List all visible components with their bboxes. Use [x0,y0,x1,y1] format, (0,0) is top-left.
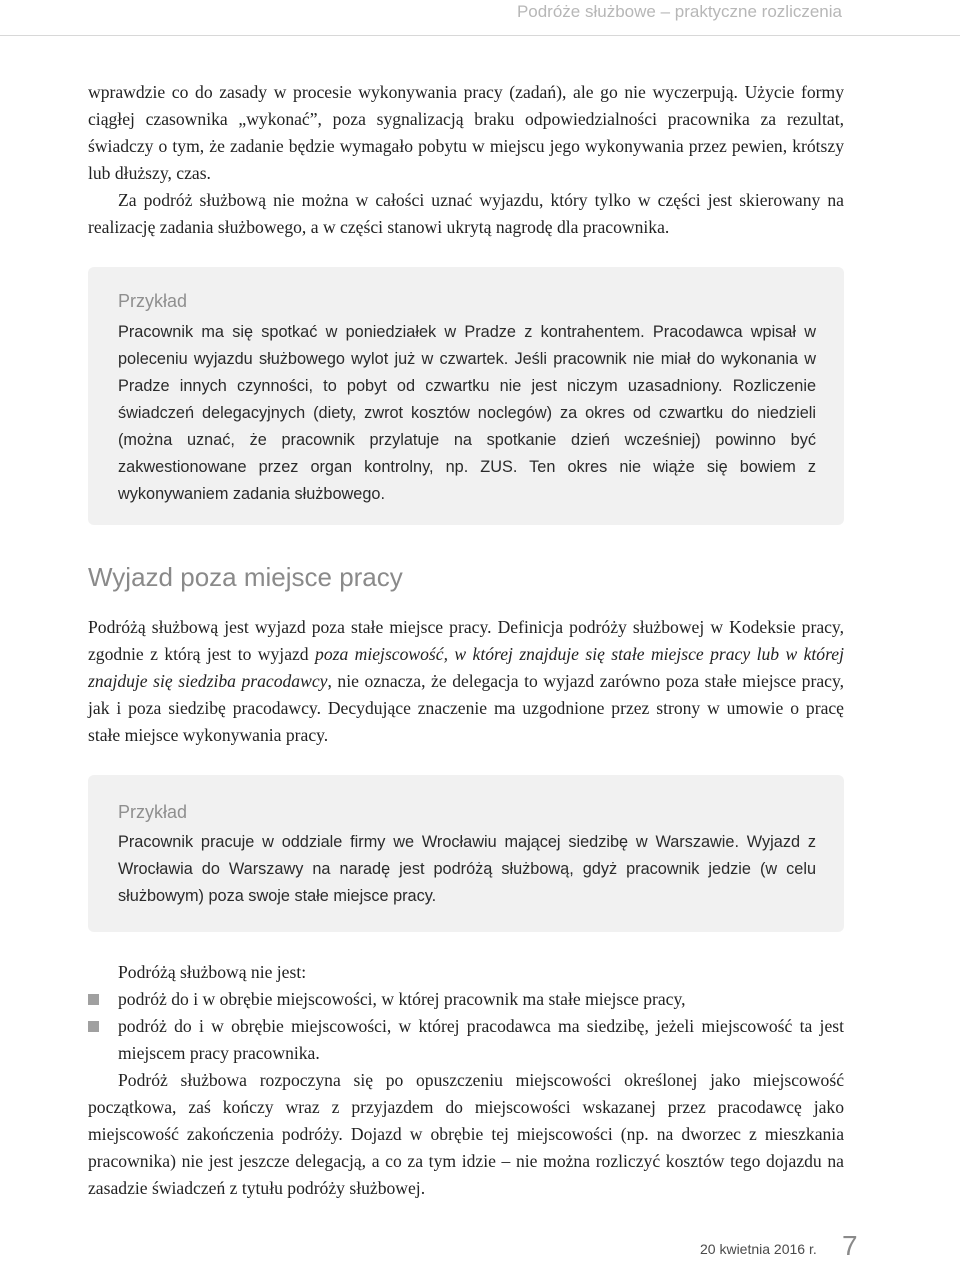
example-box-2 [88,775,844,932]
list-intro: Podróżą służbową nie jest: [118,962,307,982]
section-heading: Wyjazd poza miejsce pracy [88,562,403,592]
body-paragraph-1: wprawdzie co do zasady w procesie wykonywania pracy (zadań), ale go nie wyczerpują. Użycie formy ciągłej czasownika „wykonać”, poza sygnalizacją braku odpowiedzialności pracownika za rezultat, świadczy o tym, że zadanie będzie wymagało pobytu w miejscu jego wykonywania przez pewien, krótszy lub dłuższy, czas. [88,82,844,183]
body-paragraph-3 [88,614,844,749]
list-item [88,986,844,1013]
list-item-text: podróż do i w obrębie miejscowości, w której pracownik ma stałe miejsce pracy, [118,989,686,1009]
square-bullet-icon [88,1021,99,1032]
paragraph-3-text-end: , nie oznacza, że delegacja to wyjazd zarówno poza stałe miejsce pracy, jak i poza siedzibę pracodawcy. Decydujące znaczenie ma uzgodnione przez strony w umowie o pracę stałe miejsce wykonywania pracy. [88,671,844,745]
square-bullet-icon [88,994,99,1005]
example-label: Przykład [118,802,188,822]
running-header [0,0,960,36]
page-number: 7 [842,1230,858,1261]
list-item [88,1013,844,1067]
footer-date: 20 kwietnia 2016 r. [700,1241,817,1257]
example-text: Pracownik pracuje w oddziale firmy we Wrocławiu mającej siedzibę w Warszawie. Wyjazd z Wrocławia do Warszawy na naradę jest podróżą służbową, gdyż pracownik jedzie (w celu służbowym) poza swoje stałe miejsce pracy. [118,833,816,905]
body-paragraph-2: Za podróż służbową nie można w całości uznać wyjazdu, który tylko w części jest skierowany na realizację zadania służbowego, a w części stanowi ukrytą nagrodę dla pracownika. [88,190,844,237]
running-header-title: Podróże służbowe – praktyczne rozliczenia [516,2,842,21]
body-paragraph-4: Podróż służbowa rozpoczyna się po opuszczeniu miejscowości określonej jako miejscowość początkowa, zaś kończy wraz z przyjazdem do miejscowości wskazanej przez pracodawcę jako miejscowość zakończenia podróży. Dojazd w obrębie tej miejscowości (np. na dworzec z mieszkania pracownika) nie jest jeszcze delegacją, a co za tym idzie – nie można rozliczyć kosztów tego dojazdu na zasadzie świadczeń z tytułu podróży służbowej. [88,1070,844,1198]
example-box-1 [88,267,844,525]
paragraph-3-text-start: Podróżą służbową jest wyjazd poza stałe miejsce pracy. Definicja podróży służbowej w Kodeksie pracy, zgodnie z którą jest to wyjazd [88,617,844,664]
bullet-list [88,986,844,1067]
list-item-text: podróż do i w obrębie miejscowości, w której pracodawca ma siedzibę, jeżeli miejscowość ta jest miejscem pracy pracownika. [118,1016,844,1063]
example-text: Pracownik ma się spotkać w poniedziałek w Pradze z kontrahentem. Pracodawca wpisał w poleceniu wyjazdu służbowego wylot już w czwartek. Jeśli pracownik nie miał do wykonania w Pradze innych czynności, to pobyt od czwartku nie jest niczym uzasadniony. Rozliczenie świadczeń delegacyjnych (diety, zwrot kosztów noclegów) za okres od czwartku do niedzieli (można uznać, że pracownik przylatuje na spotkanie dzień wcześniej) powinno być zakwestionowane przez organ kontrolny, np. ZUS. Ten okres nie wiąże się bowiem z wykonywaniem zadania służbowego. [118,323,816,503]
legal-definition-quote: poza miejscowość, w której znajduje się stałe miejsce pracy lub w której znajduje się siedziba pracodawcy [88,644,844,691]
example-label: Przykład [118,291,188,311]
